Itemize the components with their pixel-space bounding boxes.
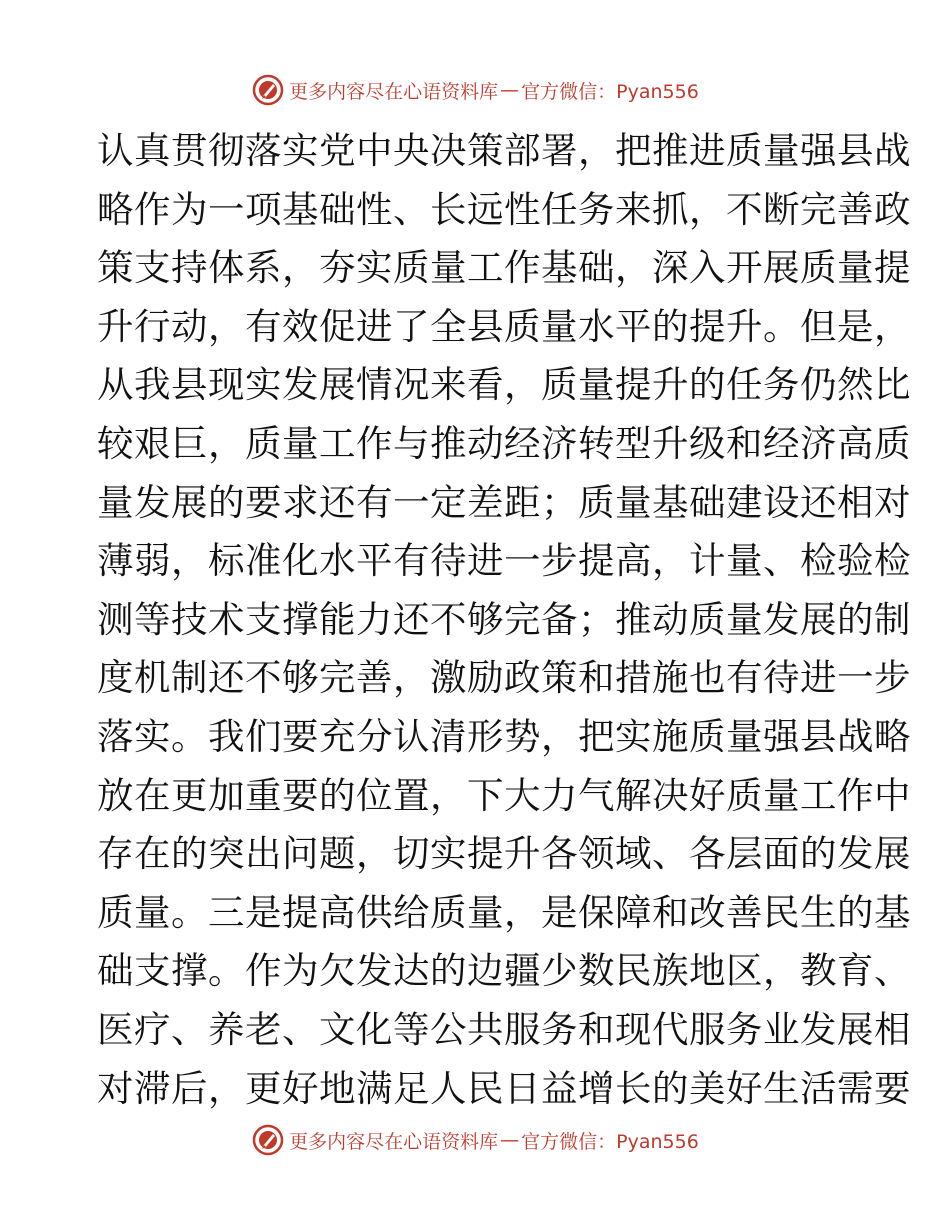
header-banner-contact: 官方微信：Pyan556 (521, 80, 699, 103)
body-line: 量发展的要求还有一定差距；质量基础建设还相对 (97, 480, 911, 524)
body-line: 础支撑。作为欠发达的边疆少数民族地区，教育、 (97, 949, 911, 993)
body-line: 策支持体系，夯实质量工作基础，深入开展质量提 (97, 246, 911, 290)
body-line: 医疗、养老、文化等公共服务和现代服务业发展相 (97, 1007, 911, 1051)
body-line: 度机制还不够完善，激励政策和措施也有待进一步 (97, 656, 911, 700)
pen-nib-logo-icon (251, 73, 285, 107)
document-body (97, 122, 911, 1118)
body-line: 放在更加重要的位置，下大力气解决好质量工作中 (97, 773, 911, 817)
body-line: 认真贯彻落实党中央决策部署，把推进质量强县战 (97, 129, 911, 172)
pen-nib-logo-icon (251, 1123, 285, 1157)
header-banner-separator: — (500, 79, 520, 101)
footer-banner-separator: — (500, 1129, 520, 1151)
body-line: 落实。我们要充分认清形势，把实施质量强县战略 (97, 714, 911, 758)
body-line: 测等技术支撑能力还不够完备；推动质量发展的制 (97, 597, 911, 641)
footer-banner (0, 1120, 950, 1160)
body-line: 存在的突出问题，切实提升各领域、各层面的发展 (97, 832, 911, 876)
footer-banner-contact: 官方微信：Pyan556 (521, 1130, 699, 1153)
body-line: 从我县现实发展情况来看，质量提升的任务仍然比 (97, 363, 911, 407)
body-line: 较艰巨，质量工作与推动经济转型升级和经济高质 (97, 421, 911, 465)
body-line: 升行动，有效促进了全县质量水平的提升。但是， (97, 304, 911, 348)
body-line: 质量。三是提高供给质量，是保障和改善民生的基 (97, 890, 911, 934)
header-banner (0, 70, 950, 110)
header-banner-text: 更多内容尽在心语资料库 (289, 80, 499, 103)
body-line: 对滞后，更好地满足人民日益增长的美好生活需要 (97, 1066, 911, 1110)
body-line: 略作为一项基础性、长远性任务来抓，不断完善政 (97, 187, 911, 231)
body-line: 薄弱，标准化水平有待进一步提高，计量、检验检 (97, 539, 911, 583)
footer-banner-text: 更多内容尽在心语资料库 (289, 1130, 499, 1153)
